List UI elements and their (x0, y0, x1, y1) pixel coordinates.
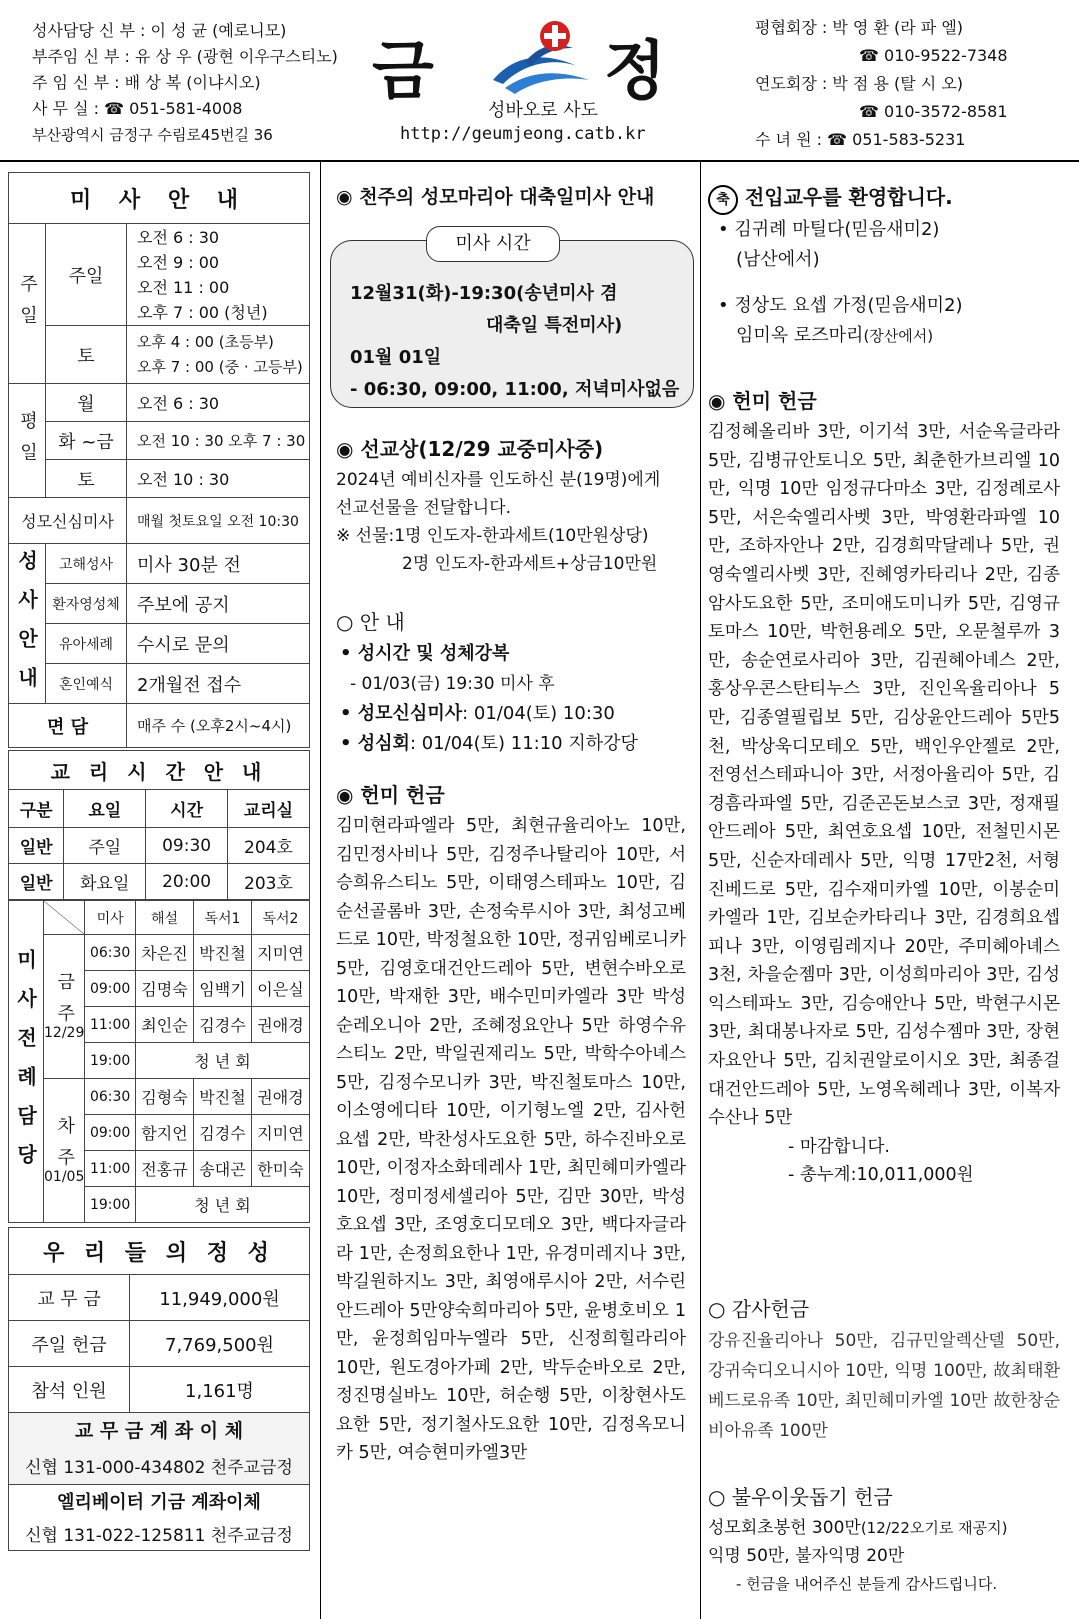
saturday-times (127, 326, 310, 384)
catechism-title: 교 리 시 간 안 내 (9, 751, 310, 790)
patron-saint: 성바오로 사도 (488, 100, 599, 121)
mass-time-tab: 미사 시간 (426, 226, 560, 262)
welcome-title (708, 180, 1068, 215)
mass-time-cell: 09:00 (85, 1115, 136, 1151)
notice-item-label: • 성모신심미사 (340, 703, 463, 724)
sacrament-value: 미사 30분 전 (127, 544, 310, 584)
commentator-cell: 최인순 (135, 1007, 193, 1043)
header-divider (0, 160, 1079, 162)
header (0, 0, 1079, 160)
notice-item (336, 729, 692, 759)
convent-line: 수 녀 원 : ☎ 051-583-5231 (755, 130, 966, 149)
catechism-cell: 20:00 (146, 864, 228, 900)
week-date: 01/05 (44, 1169, 85, 1186)
column-divider (700, 162, 701, 1619)
address: 부산광역시 금정구 수림로45번길 36 (32, 126, 273, 144)
interview-value: 매주 수 (오후2시~4시) (127, 704, 310, 748)
catechism-header: 교리실 (227, 790, 309, 828)
welcome-origin: (장산에서) (863, 327, 934, 345)
column-divider (320, 162, 321, 1619)
liturgy-group-label: 미 사 전 례 담 당 (9, 901, 44, 1223)
weekday-label: 월 (46, 384, 127, 422)
celebrate-icon: 축 (708, 185, 738, 215)
sacrament-group-label: 성 사 안 내 (9, 544, 46, 704)
catechism-cell: 204호 (227, 828, 309, 864)
mass-schedule-title: 미 사 안 내 (9, 173, 310, 224)
welcome-item-sub: (남산에서) (736, 249, 820, 270)
week-date: 12/29 (44, 1025, 85, 1042)
sacrament-value: 2개월전 접수 (127, 664, 310, 704)
diagonal-cell (44, 901, 85, 935)
mass-time-cell: 19:00 (85, 1043, 136, 1079)
sacrament-name: 혼인예식 (46, 664, 127, 704)
notice-item-label: • 성심회 (340, 733, 410, 754)
catechism-header: 요일 (64, 790, 146, 828)
mass-schedule-table (8, 172, 310, 748)
table-row (9, 1367, 310, 1413)
reader2-cell: 권애경 (251, 1007, 309, 1043)
liturgy-header: 독서2 (251, 901, 309, 935)
mission-section (336, 432, 692, 578)
week-name: 차 주 (54, 1115, 76, 1170)
finance-value: 1,161명 (130, 1367, 310, 1413)
welcome-item: • 정상도 요셉 가정(믿음새미2) (718, 295, 963, 316)
notice-item-value: : 01/04(토) 11:10 지하강당 (409, 733, 638, 754)
logo-wave (505, 73, 589, 94)
charity-line (708, 1514, 1068, 1542)
mass-time: 오전 6 : 30 (137, 227, 220, 247)
mass-time-cell: 11:00 (85, 1151, 136, 1187)
title-geum: 금 (372, 35, 436, 109)
finance-label: 교 무 금 (9, 1275, 130, 1321)
notice-item (336, 699, 692, 729)
mass-time-lines (350, 278, 679, 406)
notice-item: • 성시간 및 성체강복 (340, 643, 510, 664)
reader1-cell: 김경수 (193, 1007, 251, 1043)
saturday-label: 토 (46, 326, 127, 384)
liturgy-header: 해설 (135, 901, 193, 935)
mass-time-cell: 06:30 (85, 1079, 136, 1115)
offering-title: ◉ 헌미 헌금 (336, 783, 445, 807)
mass-time-line: - 06:30, 09:00, 11:00, 저녁미사없음 (350, 379, 680, 400)
thanks-title: ○ 감사헌금 (708, 1297, 810, 1321)
middle-offering-section (336, 778, 686, 1468)
weekday-time: 오전 10 : 30 오후 7 : 30 (127, 422, 310, 460)
parish-logo (485, 14, 600, 98)
staff-line: 주 임 신 부 : 배 상 복 (이냐시오) (32, 73, 261, 92)
parish-url[interactable]: http://geumjeong.catb.kr (400, 124, 646, 144)
commentator-cell: 차은진 (135, 935, 193, 971)
commentator-cell: 김형숙 (135, 1079, 193, 1115)
week-label (44, 935, 85, 1079)
welcome-item-sub (718, 321, 1068, 351)
table-row (9, 864, 310, 900)
reader1-cell: 김경수 (193, 1115, 251, 1151)
charity-line: 익명 50만, 불자익명 20만 (708, 1546, 905, 1566)
reader2-cell: 이은실 (251, 971, 309, 1007)
heart-mass-value: 매월 첫토요일 오전 10:30 (127, 498, 310, 544)
finance-label: 참석 인원 (9, 1367, 130, 1413)
council-line: 연도회장 : 박 점 용 (탈 시 오) (755, 74, 964, 93)
right-offering-section (708, 384, 1060, 1189)
sunday-group-label: 주 일 (9, 224, 46, 384)
week-label (44, 1079, 85, 1223)
mass-time-line: 12월31(화)-19:30(송년미사 겸 (350, 283, 618, 304)
thanks-section (708, 1292, 1060, 1446)
notice-item-value: : 01/04(토) 10:30 (462, 703, 615, 724)
offering-list: 김정혜올리바 3만, 이기석 3만, 서순옥글라라 5만, 김병규안토니오 5만, 최춘한가브리엘 10만, 익명 10만 임정규다마소 3만, 김정례로사 5만, 서은숙엘리사벳 3만, 박영환라파엘 10만, 조하자안나 2만, 김경희막달레나 5만, 권영숙엘리사벳 3만, 진혜영카타리나 2만, 김종암사도요한 5만, 조미애도미니카 5만, 김영규토마스 10만, 박헌용레오 5만, 오문철루까 3만, 송순연로사리아 3만, 김권혜아녜스 2만, 홍상우콘스탄티누스 3만, 진인옥율리아나 5만, 김종열필립보 5만, 김상윤안드레아 5만5천, 박상욱디모테오 5만, 백인우안젤로 2만, 전영선스테파니아 3만, 서정아율리아 5만, 김경흠라파엘 5만, 김준곤돈보스코 3만, 정재필안드레아 5만, 최연호요셉 10만, 전철민시몬 5만, 신순자데레사 5만, 익명 17만2천, 서형진베드로 5만, 김수재미카엘 10만, 이봉순미카엘라 1만, 김보순카타리나 3만, 김경희요셉피나 3만, 이영림레지나 20만, 주미혜아녜스 3천, 차을순젬마 3만, 이성희마리아 3만, 김성익스테파노 3만, 김승애안나 5만, 박현구시몬 3만, 최대봉나자로 5만, 김성수젬마 3만, 장현자요안나 5만, 김치권알로이시오 3만, 최종걸대건안드레아 5만, 노영옥헤레나 3만, 이복자수산나 5만 (708, 422, 1060, 1129)
thanks-list: 강유진율리아나 50만, 김규민알렉산델 50만, 강귀숙디오니시아 10만, 익명 100만, 故최태환베드로유족 10만, 최민혜미카엘 10만 故한창순비아유족 100만 (708, 1331, 1060, 1441)
table-row (9, 935, 310, 971)
youth-cell: 청 년 회 (135, 1043, 309, 1079)
liturgy-table (8, 900, 310, 1223)
liturgy-header: 독서1 (193, 901, 251, 935)
catechism-cell: 일반 (9, 864, 64, 900)
charity-thanks: - 헌금을 내어주신 분들게 감사드립니다. (736, 1575, 998, 1593)
mass-time-line: 01월 01일 (350, 347, 442, 368)
notice-section (336, 605, 692, 759)
sacrament-value: 주보에 공지 (127, 584, 310, 624)
commentator-cell: 김명숙 (135, 971, 193, 1007)
office-line: 사 무 실 : ☎ 051-581-4008 (32, 99, 243, 118)
offering-title: ◉ 헌미 헌금 (708, 389, 817, 413)
sacrament-name: 유아세례 (46, 624, 127, 664)
finance-table (8, 1227, 310, 1551)
account-number: 신협 131-000-434802 천주교금정 (9, 1447, 310, 1485)
mass-time-cell: 19:00 (85, 1187, 136, 1223)
finance-value: 11,949,000원 (130, 1275, 310, 1321)
mission-text: 2024년 예비신자를 인도하신 분(19명)에게 (336, 470, 661, 490)
offering-list: 김미현라파엘라 5만, 최현규율리아노 10만, 김민정사비나 5만, 김정주나탈리아 10만, 서승희유스티노 5만, 이태영스테파노 10만, 김순선골롬바 3만, 손정숙루시아 3만, 최성고베드로 10만, 박정철요한 10만, 정귀임베로니카 5만, 김영호대건안드레아 5만, 변현수바오로 10만, 박재한 3만, 배수민미카엘라 3만 박성순레오니아 2만, 조혜정요안나 5만 하영수유스티노 2만, 박일권제리노 5만, 박학수아녜스 5만, 김정수모니카 3만, 박진철토마스 10만, 이소영에디타 10만, 이기형노엘 2만, 김사헌요셉 2만, 박찬성사도요한 5만, 하수진바오로 10만, 이정자소화데레사 1만, 최민혜미카엘라 10만, 정미정세셀리아 5만, 김만 30만, 박성호요셉 3만, 조영호디모데오 3만, 백다자글라라 1만, 손정희요한나 1만, 유경미레지나 3만, 박길원하지노 3만, 최영애루시아 2만, 서수린안드레아 5만양숙희마리아 5만, 윤병호비오 1만, 윤정희임마누엘라 5만, 신정희힐라리아 10만, 원도경아가페 2만, 박두순바오로 2만, 정진명실바노 10만, 허순행 5만, 이창현사도요한 5만, 정기철사도요한 10만, 김정옥모니카 5만, 여승현미카엘3만 (336, 816, 686, 1463)
reader2-cell: 지미연 (251, 935, 309, 971)
commentator-cell: 함지언 (135, 1115, 193, 1151)
weekday-label: 토 (46, 460, 127, 498)
commentator-cell: 전홍규 (135, 1151, 193, 1187)
mass-time: 오후 4 : 00 (초등부) (137, 332, 274, 351)
catechism-header: 구분 (9, 790, 64, 828)
title-jeong: 정 (604, 35, 668, 109)
middle-column (336, 180, 690, 214)
interview-label: 면 담 (9, 704, 127, 748)
table-row (9, 828, 310, 864)
account-title: 교 무 금 계 좌 이 체 (9, 1413, 310, 1447)
finance-title: 우 리 들 의 정 성 (9, 1228, 310, 1275)
reader1-cell: 박진철 (193, 1079, 251, 1115)
table-row (9, 1321, 310, 1367)
charity-item: 성모회초봉헌 300만 (708, 1518, 861, 1538)
notice-detail: - 01/03(금) 19:30 미사 후 (350, 674, 555, 694)
finance-value: 7,769,500원 (130, 1321, 310, 1367)
catechism-cell: 09:30 (146, 828, 228, 864)
sacrament-value: 수시로 문의 (127, 624, 310, 664)
reader1-cell: 박진철 (193, 935, 251, 971)
youth-cell: 청 년 회 (135, 1187, 309, 1223)
mass-time-cell: 06:30 (85, 935, 136, 971)
sunday-times (127, 224, 310, 326)
welcome-section (708, 180, 1068, 351)
welcome-list (708, 215, 1068, 351)
mission-text: 2명 인도자-한과세트+상금10만원 (402, 554, 658, 574)
elevator-title: 엘리베이터 기금 계좌이체 (9, 1485, 310, 1517)
reader2-cell: 권애경 (251, 1079, 309, 1115)
reader2-cell: 한미숙 (251, 1151, 309, 1187)
charity-title: ○ 불우이웃돕기 헌금 (708, 1485, 893, 1509)
catechism-cell: 일반 (9, 828, 64, 864)
offering-total: - 총누계:10,011,000원 (788, 1164, 974, 1185)
sunday-label: 주일 (46, 224, 127, 326)
mass-time-cell: 11:00 (85, 1007, 136, 1043)
weekday-label: 화 ~금 (46, 422, 127, 460)
catechism-cell: 203호 (227, 864, 309, 900)
reader2-cell: 지미연 (251, 1115, 309, 1151)
mission-text: 선교선물을 전달합니다. (336, 498, 512, 518)
weekday-group-label: 평 일 (9, 384, 46, 498)
catechism-cell: 주일 (64, 828, 146, 864)
staff-line: 부주임 신 부 : 유 상 우 (광현 이우구스티노) (32, 47, 338, 66)
welcome-name: 임미옥 로즈마리 (736, 325, 864, 346)
mass-time: 오전 9 : 00 (137, 252, 220, 272)
catechism-cell: 화요일 (64, 864, 146, 900)
mass-time: 오후 7 : 00 (중 · 고등부) (137, 357, 303, 376)
mass-time-cell: 09:00 (85, 971, 136, 1007)
heart-mass-label: 성모신심미사 (9, 498, 127, 544)
table-row (9, 1079, 310, 1115)
notice-title: ○ 안 내 (336, 610, 405, 634)
sacrament-name: 환자영성체 (46, 584, 127, 624)
welcome-item: • 김귀례 마틸다(믿음새미2) (718, 219, 940, 240)
mass-time: 오후 7 : 00 (청년) (137, 302, 268, 322)
weekday-time: 오전 6 : 30 (127, 384, 310, 422)
offering-end: - 마감합니다. (788, 1136, 890, 1157)
elevator-account: 신협 131-022-125811 천주교금정 (9, 1517, 310, 1551)
header-staff-list (32, 18, 338, 148)
week-name: 금 주 (54, 971, 76, 1026)
weekday-time: 오전 10 : 30 (127, 460, 310, 498)
staff-line: 성사담당 신 부 : 이 성 균 (예로니모) (32, 21, 287, 40)
table-row (9, 1275, 310, 1321)
charity-note: (12/22오기로 재공지) (860, 1519, 1008, 1537)
catechism-table (8, 750, 310, 900)
welcome-title-text: 전입교우를 환영합니다. (744, 185, 953, 209)
reader1-cell: 임백기 (193, 971, 251, 1007)
mass-time: 오전 11 : 00 (137, 277, 230, 297)
left-column (8, 172, 310, 1551)
solemnity-mass-title: ◉ 천주의 성모마리아 대축일미사 안내 (336, 186, 655, 208)
council-phone: ☎ 010-9522-7348 (859, 46, 1008, 65)
mission-text: ※ 선물:1명 인도자-한과세트(10만원상당) (336, 526, 649, 546)
header-council-list (755, 14, 1008, 154)
mission-title: ◉ 선교상(12/29 교중미사중) (336, 437, 604, 461)
logo-cross (544, 33, 566, 39)
reader1-cell: 송대곤 (193, 1151, 251, 1187)
council-phone: ☎ 010-3572-8581 (859, 102, 1008, 121)
catechism-header: 시간 (146, 790, 228, 828)
mass-time-line: 대축일 특전미사) (486, 315, 623, 336)
charity-section (708, 1480, 1068, 1598)
council-line: 평협회장 : 박 영 환 (라 파 엘) (755, 18, 964, 37)
sacrament-name: 고해성사 (46, 544, 127, 584)
finance-label: 주일 헌금 (9, 1321, 130, 1367)
liturgy-header: 미사 (85, 901, 136, 935)
